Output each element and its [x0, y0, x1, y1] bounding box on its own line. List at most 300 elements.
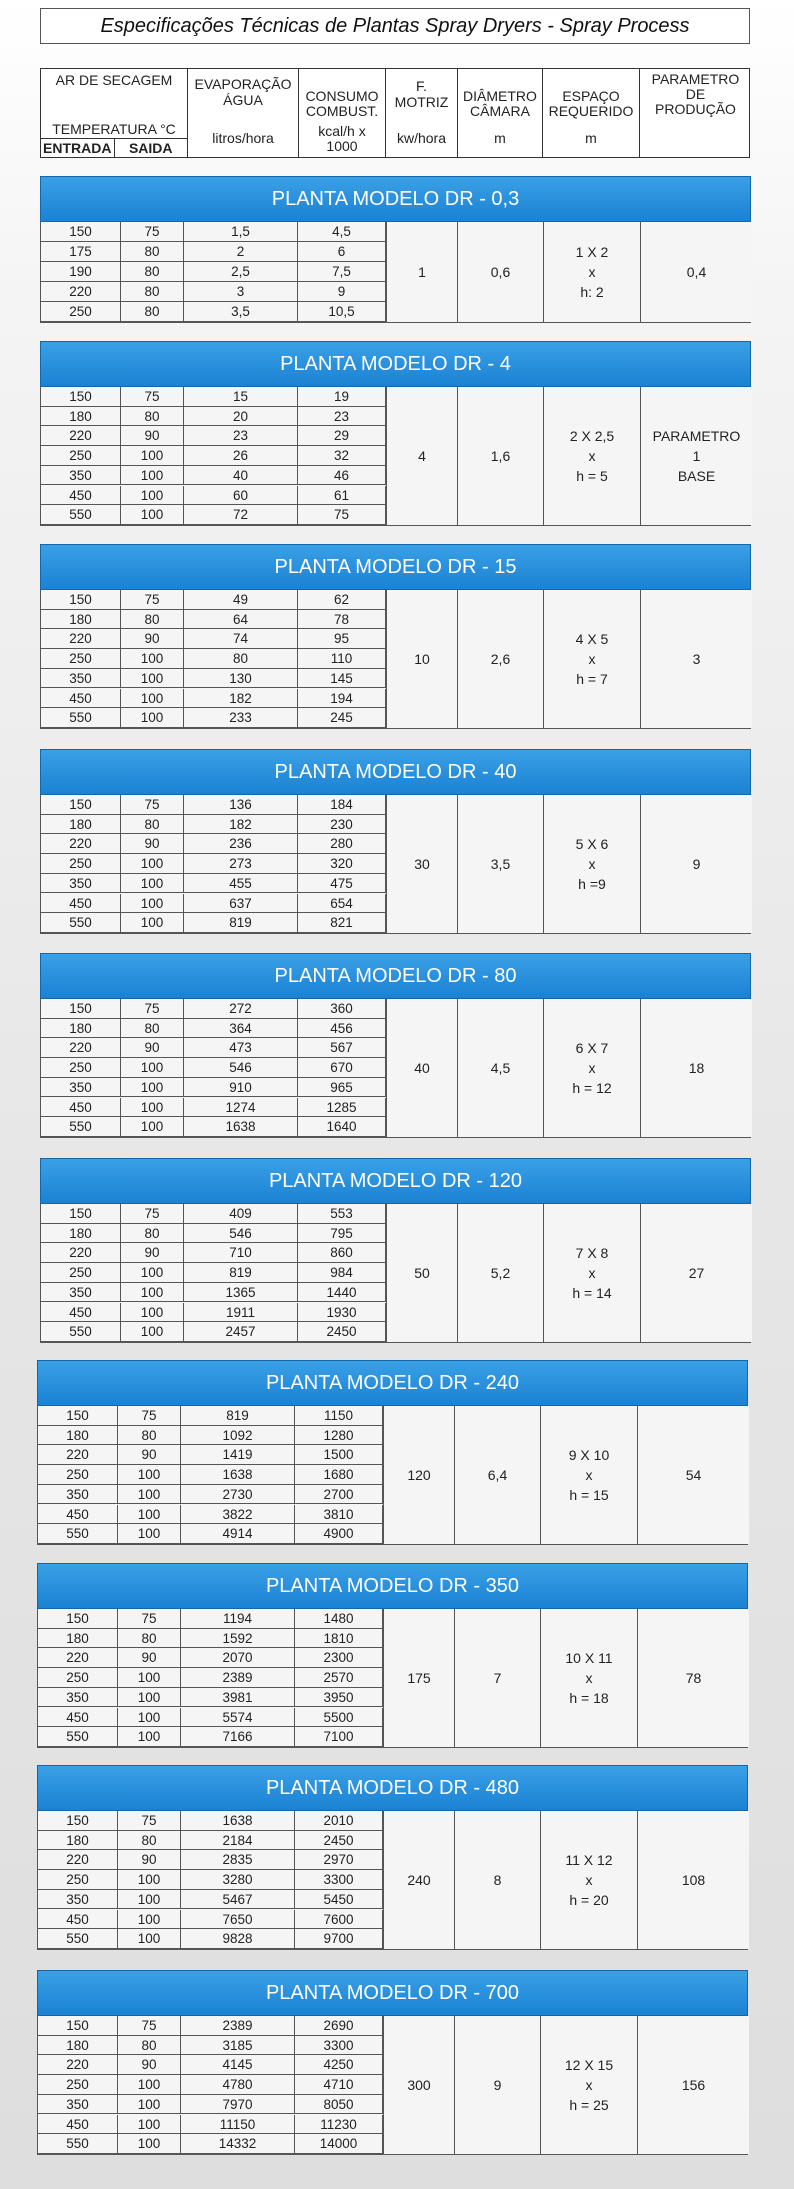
entrada-cell: 350: [38, 1485, 118, 1504]
entrada-cell: 450: [41, 1098, 121, 1117]
saida-cell: 100: [121, 1263, 184, 1282]
consumo-cell: 61: [298, 486, 386, 505]
evaporacao-cell: 1592: [181, 1629, 295, 1648]
plant-table: [40, 387, 751, 526]
table-row: [41, 505, 386, 525]
entrada-cell: 220: [38, 1445, 118, 1464]
motriz-cell: [386, 387, 457, 525]
entrada-cell: 220: [38, 1850, 118, 1869]
table-row: [38, 2036, 383, 2056]
espaco-cell-line: x: [585, 1669, 593, 1686]
espaco-cell-line: h = 18: [569, 1689, 609, 1706]
diametro-cell: [457, 590, 543, 728]
parametro-cell: [637, 1406, 749, 1544]
espaco-cell-line: h =9: [578, 875, 606, 892]
saida-cell: 100: [121, 1303, 184, 1322]
table-row: [41, 1078, 386, 1098]
consumo-cell: 6: [298, 242, 386, 261]
evaporacao-cell: 7166: [181, 1727, 295, 1746]
consumo-cell: 965: [298, 1078, 386, 1097]
entrada-cell: 550: [38, 2134, 118, 2153]
entrada-cell: 220: [38, 1648, 118, 1667]
saida-cell: 80: [121, 282, 184, 301]
evaporacao-cell: 4914: [181, 1524, 295, 1543]
saida-cell: 90: [118, 2055, 181, 2074]
saida-cell: 100: [118, 1688, 181, 1707]
plant-table: [40, 795, 751, 934]
table-row: [41, 610, 386, 630]
saida-cell: 100: [118, 2134, 181, 2153]
espaco-cell-line: 9 X 10: [568, 1446, 610, 1463]
entrada-cell: 250: [41, 854, 121, 873]
motriz-cell-line: 300: [407, 2076, 431, 2093]
table-row: [38, 1426, 383, 1446]
plant-block: [40, 176, 751, 323]
entrada-cell: 450: [38, 1910, 118, 1929]
table-row: [38, 1727, 383, 1747]
entrada-cell: 150: [41, 1204, 121, 1223]
entrada-cell: 150: [41, 222, 121, 241]
table-row: [41, 222, 386, 242]
evaporacao-cell: 2184: [181, 1831, 295, 1850]
table-row: [41, 1303, 386, 1323]
table-row: [41, 426, 386, 446]
plant-block: [40, 341, 751, 526]
saida-cell: 100: [121, 708, 184, 727]
evaporacao-cell: 1,5: [184, 222, 298, 241]
plant-title: PLANTA MODELO DR - 240: [37, 1360, 748, 1406]
entrada-cell: 150: [38, 1609, 118, 1628]
plant-table: [37, 1406, 748, 1545]
evaporacao-cell: 2457: [184, 1322, 298, 1341]
evaporacao-cell: 7970: [181, 2095, 295, 2114]
table-row: [41, 242, 386, 262]
consumo-cell: 456: [298, 1019, 386, 1038]
table-row: [38, 1831, 383, 1851]
evaporacao-cell: 3: [184, 282, 298, 301]
ar-secagem-label: AR DE SECAGEM: [55, 72, 173, 88]
saida-cell: 90: [121, 834, 184, 853]
saida-cell: 100: [121, 466, 184, 485]
evaporacao-cell: 1092: [181, 1426, 295, 1445]
table-row: [38, 1524, 383, 1544]
consumo-cell: 62: [298, 590, 386, 609]
consumo-cell: 1285: [298, 1098, 386, 1117]
saida-cell: 100: [121, 1098, 184, 1117]
diametro-cell-line: 4,5: [490, 1059, 511, 1076]
consumo-cell: 2010: [295, 1811, 383, 1830]
evaporacao-cell: 1638: [184, 1117, 298, 1136]
diametro-cell: [457, 1204, 543, 1342]
plant-table: [37, 2016, 748, 2155]
plant-block: [40, 544, 751, 729]
saida-cell: 80: [121, 815, 184, 834]
espaco-cell-line: x: [588, 1264, 596, 1281]
evaporacao-cell: 710: [184, 1243, 298, 1262]
espaco-cell: [540, 1406, 637, 1544]
consumo-cell: 184: [298, 795, 386, 814]
consumo-cell: 5450: [295, 1890, 383, 1909]
evaporacao-cell: 3981: [181, 1688, 295, 1707]
plant-block: [40, 1158, 751, 1343]
motriz-cell: [383, 1406, 454, 1544]
entrada-cell: 550: [41, 913, 121, 932]
table-row: [38, 1609, 383, 1629]
table-row: [41, 1038, 386, 1058]
evaporacao-cell: 74: [184, 629, 298, 648]
table-row: [41, 1019, 386, 1039]
table-row: [38, 1505, 383, 1525]
entrada-cell: 450: [41, 1303, 121, 1322]
evaporacao-cell: 23: [184, 426, 298, 445]
table-row: [38, 2115, 383, 2135]
saida-cell: 100: [121, 894, 184, 913]
parametro-cell: [640, 1204, 752, 1342]
parametro-cell: [640, 590, 752, 728]
table-row: [41, 1098, 386, 1118]
saida-cell: 90: [118, 1850, 181, 1869]
motriz-cell-line: 120: [407, 1466, 431, 1483]
plant-block: [40, 749, 751, 934]
consumo-cell: 23: [298, 407, 386, 426]
saida-cell: 100: [121, 649, 184, 668]
plant-table: [40, 999, 751, 1138]
saida-cell: 100: [121, 913, 184, 932]
table-row: [38, 1445, 383, 1465]
diametro-cell: [457, 222, 543, 322]
table-row: [41, 446, 386, 466]
plant-table: [37, 1811, 748, 1950]
consumo-cell: 4,5: [298, 222, 386, 241]
table-row: [38, 1929, 383, 1949]
consumo-cell: 46: [298, 466, 386, 485]
diametro-cell-line: 6,4: [487, 1466, 508, 1483]
parametro-cell: [640, 222, 752, 322]
consumo-cell: 860: [298, 1243, 386, 1262]
consumo-cell: 3810: [295, 1505, 383, 1524]
saida-cell: 80: [121, 262, 184, 281]
motriz-cell: [383, 1609, 454, 1747]
entrada-cell: 150: [41, 387, 121, 406]
espaco-cell-line: x: [585, 1871, 593, 1888]
consumo-cell: 553: [298, 1204, 386, 1223]
entrada-cell: 450: [38, 1708, 118, 1727]
espaco-cell-line: h = 5: [576, 467, 608, 484]
evaporacao-cell: 136: [184, 795, 298, 814]
table-row: [38, 1648, 383, 1668]
espaco-cell-line: 10 X 11: [565, 1649, 613, 1666]
plant-title: PLANTA MODELO DR - 350: [37, 1563, 748, 1609]
entrada-cell: 220: [41, 282, 121, 301]
parametro-cell-line: 3: [692, 650, 701, 667]
entrada-cell: 450: [41, 486, 121, 505]
parametro-cell: [637, 2016, 749, 2154]
saida-cell: 100: [121, 1078, 184, 1097]
table-row: [38, 1870, 383, 1890]
consumo-cell: 9700: [295, 1929, 383, 1948]
plant-title: PLANTA MODELO DR - 0,3: [40, 176, 751, 222]
consumo-cell: 320: [298, 854, 386, 873]
consumo-cell: 4900: [295, 1524, 383, 1543]
parametro-cell-line: 78: [685, 1669, 702, 1686]
table-row: [41, 874, 386, 894]
espaco-cell-line: x: [588, 650, 596, 667]
evaporacao-cell: 1194: [181, 1609, 295, 1628]
evaporacao-cell: 546: [184, 1224, 298, 1243]
consumo-cell: 821: [298, 913, 386, 932]
saida-cell: 100: [118, 1505, 181, 1524]
entrada-cell: 150: [38, 2016, 118, 2035]
entrada-cell: 175: [41, 242, 121, 261]
entrada-cell: 180: [38, 1426, 118, 1445]
consumo-cell: 110: [298, 649, 386, 668]
diametro-cell-line: 9: [493, 2076, 502, 2093]
saida-cell: 80: [121, 610, 184, 629]
evaporacao-cell: 26: [184, 446, 298, 465]
table-row: [41, 689, 386, 709]
evaporacao-cell: 2,5: [184, 262, 298, 281]
parametro-cell-line: BASE: [677, 467, 716, 484]
saida-cell: 100: [118, 2075, 181, 2094]
consumo-cell: 29: [298, 426, 386, 445]
consumo-cell: 11230: [295, 2115, 383, 2134]
evaporacao-cell: 2070: [181, 1648, 295, 1667]
diametro-cell-line: 0,6: [490, 264, 511, 280]
ar-secagem-header: [41, 69, 187, 157]
consumo-cell: 567: [298, 1038, 386, 1057]
saida-cell: 75: [121, 1204, 184, 1223]
evaporacao-cell: 11150: [181, 2115, 295, 2134]
evaporacao-cell: 2: [184, 242, 298, 261]
table-row: [38, 1688, 383, 1708]
consumo-cell: 5500: [295, 1708, 383, 1727]
evaporacao-cell: 272: [184, 999, 298, 1018]
entrada-cell: 250: [41, 1263, 121, 1282]
consumo-cell: 1480: [295, 1609, 383, 1628]
diametro-cell: [457, 999, 543, 1137]
table-row: [41, 262, 386, 282]
saida-cell: 100: [118, 2095, 181, 2114]
motriz-cell-line: 50: [414, 1264, 430, 1281]
consumo-cell: 1150: [295, 1406, 383, 1425]
entrada-cell: 220: [38, 2055, 118, 2074]
diametro-cell-line: 5,2: [490, 1264, 511, 1281]
evaporacao-cell: 5467: [181, 1890, 295, 1909]
saida-cell: 80: [118, 1426, 181, 1445]
table-row: [41, 629, 386, 649]
saida-cell: 100: [121, 1322, 184, 1341]
table-row: [38, 1850, 383, 1870]
espaco-cell-line: x: [585, 1466, 593, 1483]
motriz-cell-line: 240: [407, 1871, 431, 1888]
espaco-cell: [543, 590, 640, 728]
parametro-cell-line: 1: [692, 447, 701, 464]
espaco-cell-line: x: [588, 855, 596, 872]
evaporacao-cell: 72: [184, 505, 298, 524]
table-row: [41, 1204, 386, 1224]
espaco-cell-line: 7 X 8: [575, 1244, 609, 1261]
diametro-cell: [454, 1406, 540, 1544]
saida-label: SAIDA: [128, 140, 173, 156]
saida-cell: 90: [118, 1648, 181, 1667]
consumo-cell: 7600: [295, 1910, 383, 1929]
evaporacao-cell: 1911: [184, 1303, 298, 1322]
saida-cell: 75: [118, 1609, 181, 1628]
table-row: [41, 1322, 386, 1342]
table-row: [41, 1117, 386, 1137]
diametro-cell: [457, 387, 543, 525]
motriz-cell: [386, 590, 457, 728]
saida-cell: 100: [121, 1058, 184, 1077]
entrada-cell: 150: [38, 1406, 118, 1425]
parametro-cell-line: 18: [688, 1059, 705, 1076]
saida-cell: 75: [118, 1406, 181, 1425]
entrada-cell: 180: [38, 1629, 118, 1648]
motriz-cell-line: 4: [418, 447, 426, 464]
entrada-cell: 250: [41, 649, 121, 668]
table-row: [38, 1406, 383, 1426]
plant-table: [40, 590, 751, 729]
entrada-cell: 550: [41, 1117, 121, 1136]
espaco-cell-line: x: [588, 447, 596, 464]
evaporacao-cell: 3280: [181, 1870, 295, 1889]
consumo-cell: 245: [298, 708, 386, 727]
evaporacao-cell: 1365: [184, 1283, 298, 1302]
parametro-cell: [637, 1609, 749, 1747]
evaporacao-cell: 1419: [181, 1445, 295, 1464]
evaporacao-cell: 637: [184, 894, 298, 913]
table-row: [38, 2075, 383, 2095]
saida-cell: 75: [121, 999, 184, 1018]
consumo-cell: 7,5: [298, 262, 386, 281]
consumo-cell: 8050: [295, 2095, 383, 2114]
table-row: [41, 815, 386, 835]
motriz-cell: [386, 222, 457, 322]
evaporacao-cell: 819: [184, 1263, 298, 1282]
table-row: [41, 1283, 386, 1303]
entrada-cell: 250: [38, 2075, 118, 2094]
parametro-cell: [640, 999, 752, 1137]
saida-cell: 100: [118, 1890, 181, 1909]
saida-cell: 90: [121, 426, 184, 445]
evaporacao-cell: 7650: [181, 1910, 295, 1929]
plant-block: [37, 1765, 748, 1950]
plant-title: PLANTA MODELO DR - 80: [40, 953, 751, 999]
entrada-cell: 350: [38, 2095, 118, 2114]
consumo-cell: 475: [298, 874, 386, 893]
diametro-cell-line: 3,5: [490, 855, 511, 872]
entrada-label: ENTRADA: [41, 139, 115, 157]
table-row: [38, 1485, 383, 1505]
table-row: [41, 708, 386, 728]
saida-cell: 75: [118, 2016, 181, 2035]
saida-cell: 100: [121, 505, 184, 524]
saida-cell: 90: [121, 1243, 184, 1262]
parametro-cell-line: 0,4: [686, 264, 707, 280]
evaporacao-cell: 182: [184, 689, 298, 708]
saida-cell: 80: [118, 1831, 181, 1850]
entrada-cell: 150: [41, 590, 121, 609]
evaporacao-cell: 182: [184, 815, 298, 834]
table-row: [41, 854, 386, 874]
table-row: [38, 1890, 383, 1910]
evaporacao-cell: 2730: [181, 1485, 295, 1504]
entrada-cell: 550: [38, 1524, 118, 1543]
consumo-cell: 32: [298, 446, 386, 465]
consumo-cell: 1680: [295, 1465, 383, 1484]
saida-cell: 100: [118, 1870, 181, 1889]
plant-block: [37, 1563, 748, 1748]
entrada-cell: 450: [41, 689, 121, 708]
consumo-cell: 2450: [298, 1322, 386, 1341]
table-row: [41, 669, 386, 689]
evaporacao-cell: 364: [184, 1019, 298, 1038]
saida-cell: 80: [118, 2036, 181, 2055]
saida-cell: 80: [121, 302, 184, 321]
parametro-cell-line: PARAMETRO: [652, 427, 741, 444]
espaco-cell-line: x: [588, 1059, 596, 1076]
saida-cell: 100: [121, 669, 184, 688]
entrada-cell: 550: [41, 505, 121, 524]
table-row: [38, 2016, 383, 2036]
evaporacao-cell: 40: [184, 466, 298, 485]
consumo-cell: 10,5: [298, 302, 386, 321]
saida-cell: 100: [118, 2115, 181, 2134]
motriz-cell-line: 40: [414, 1059, 430, 1076]
entrada-cell: 350: [38, 1890, 118, 1909]
entrada-cell: 250: [41, 446, 121, 465]
consumo-cell: 3300: [295, 1870, 383, 1889]
table-row: [41, 1058, 386, 1078]
entrada-cell: 250: [38, 1870, 118, 1889]
evaporacao-cell: 409: [184, 1204, 298, 1223]
diametro-cell-line: 1,6: [490, 447, 511, 464]
entrada-cell: 150: [41, 999, 121, 1018]
espaco-cell-line: 4 X 5: [575, 630, 609, 647]
table-row: [38, 1811, 383, 1831]
espaco-cell-line: 11 X 12: [565, 1851, 613, 1868]
entrada-cell: 150: [38, 1811, 118, 1830]
table-row: [41, 590, 386, 610]
consumo-cell: 2970: [295, 1850, 383, 1869]
entrada-cell: 250: [41, 1058, 121, 1077]
evaporacao-cell: 473: [184, 1038, 298, 1057]
plant-block: [40, 953, 751, 1138]
entrada-cell: 550: [38, 1929, 118, 1948]
table-row: [38, 2134, 383, 2154]
evaporacao-cell: 2389: [181, 2016, 295, 2035]
saida-cell: 100: [118, 1668, 181, 1687]
plant-table: [40, 222, 751, 323]
saida-cell: 80: [121, 1224, 184, 1243]
entrada-cell: 550: [38, 1727, 118, 1746]
saida-cell: 100: [121, 446, 184, 465]
entrada-cell: 350: [41, 669, 121, 688]
espaco-cell: [543, 795, 640, 933]
evaporacao-cell: 819: [181, 1406, 295, 1425]
plant-title: PLANTA MODELO DR - 40: [40, 749, 751, 795]
motriz-cell-line: 30: [414, 855, 430, 872]
saida-cell: 100: [121, 1117, 184, 1136]
table-row: [41, 913, 386, 933]
entrada-cell: 180: [41, 815, 121, 834]
evaporacao-cell: 233: [184, 708, 298, 727]
evaporacao-cell: 819: [184, 913, 298, 932]
evaporacao-cell: 910: [184, 1078, 298, 1097]
espaco-cell-line: h = 12: [572, 1079, 612, 1096]
table-row: [41, 302, 386, 322]
consumo-header: CONSUMO COMBUST. kcal/h x 1000: [298, 69, 385, 157]
